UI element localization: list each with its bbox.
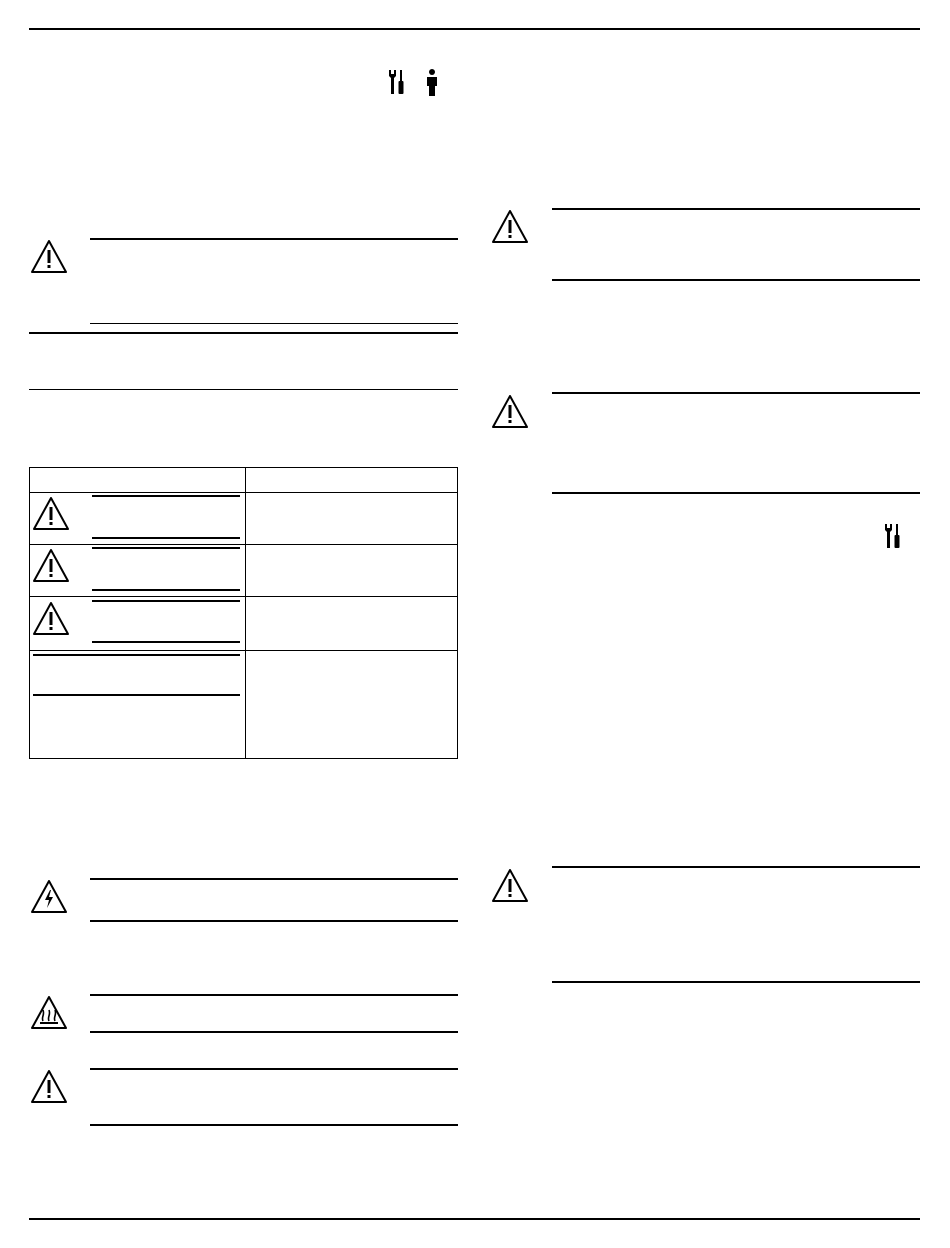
warning-top-rule [552,208,920,210]
table-row-rule [92,600,240,602]
person-icon [424,68,440,98]
table-row-rule [92,537,240,539]
tools-icon [387,68,407,98]
table-header-divider [30,492,457,493]
hot-bottom-rule [90,1031,458,1033]
table-row-divider [30,650,457,651]
table-row-rule [92,641,240,643]
warning-bottom-rule [90,323,458,324]
hot-top-rule [90,994,458,996]
warning-bottom-rule [552,981,920,983]
electric-bottom-rule [90,920,458,922]
note-top-rule [29,332,458,334]
table-row-rule [33,694,240,696]
warning-bottom-rule [90,1124,458,1126]
tools-icon [883,522,903,552]
warning-top-rule [90,1068,458,1070]
warning-triangle-icon [30,1069,68,1105]
warning-top-rule [90,238,458,240]
symbol-table [29,467,458,759]
electric-hazard-icon [30,879,68,915]
warning-triangle-icon [491,394,529,430]
table-row-divider [30,544,457,545]
warning-triangle-icon [32,496,70,532]
warning-top-rule [552,392,920,394]
note-bottom-rule [29,389,458,390]
warning-bottom-rule [552,279,920,281]
warning-triangle-icon [491,209,529,245]
warning-triangle-icon [491,868,529,904]
table-column-divider [245,468,246,758]
warning-triangle-icon [30,239,68,275]
table-row-divider [30,596,457,597]
hot-surface-icon [30,995,68,1031]
table-row-rule [92,547,240,549]
header-rule [29,28,920,30]
warning-bottom-rule [552,492,920,494]
footer-rule [29,1218,920,1220]
warning-triangle-icon [32,548,70,584]
table-row-rule [92,495,240,497]
table-row-rule [92,589,240,591]
table-row-rule [33,654,240,656]
warning-triangle-icon [32,601,70,637]
electric-top-rule [90,878,458,880]
warning-top-rule [552,866,920,868]
